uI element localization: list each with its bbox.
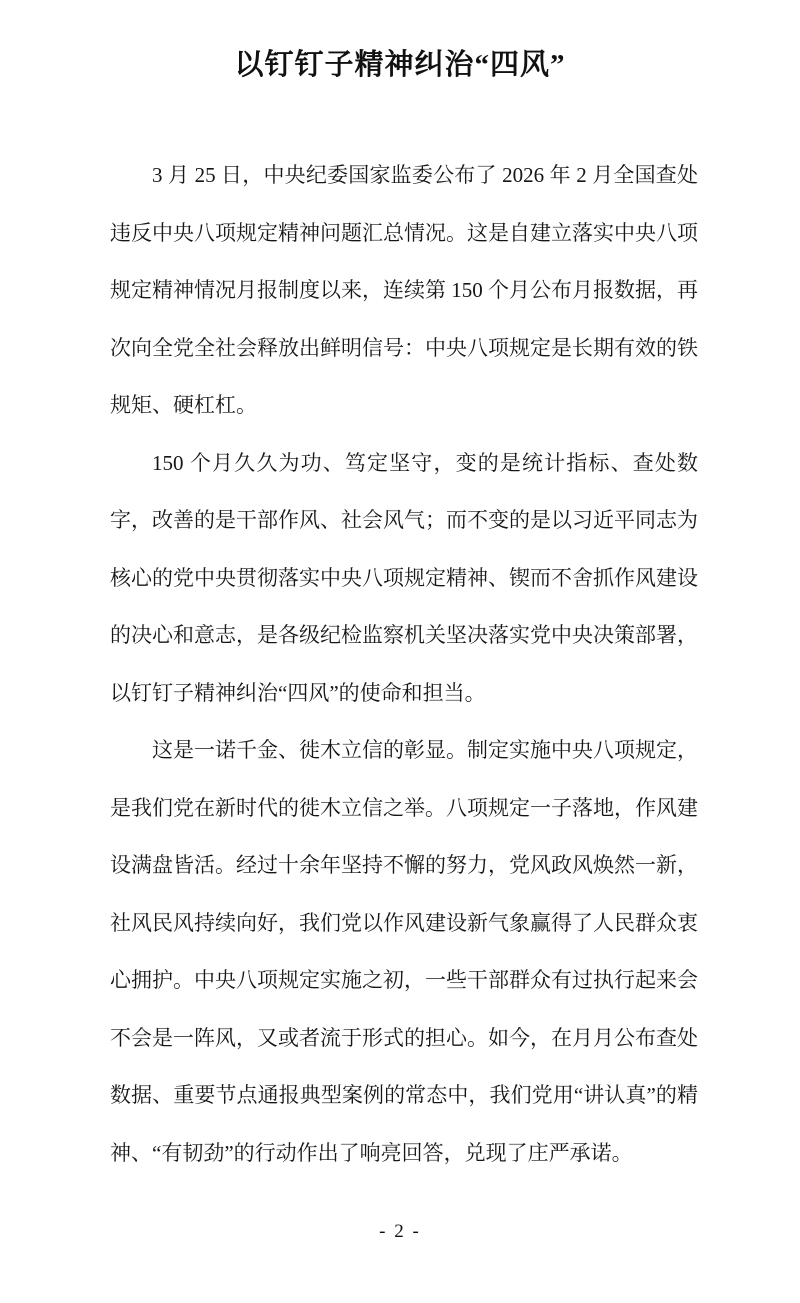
document-title: 以钉钉子精神纠治“四风” [234,49,566,81]
body-paragraph: 3 月 25 日，中央纪委国家监委公布了 2026 年 2 月全国查处违反中央八项规定精神问题汇总情况。这是自建立落实中央八项规定精神情况月报制度以来，连续第 150 个月公布月报数据，再次向全党全社会释放出鲜明信号：中央八项规定是长期有效的铁规矩、硬杠杠。 [110,163,698,417]
document-body [110,147,698,1182]
document-page [0,45,800,1303]
body-paragraph: 这是一诺千金、徙木立信的彰显。制定实施中央八项规定，是我们党在新时代的徙木立信之举。八项规定一子落地，作风建设满盘皆活。经过十余年坚持不懈的努力，党风政风焕然一新，社风民风持续向好，我们党以作风建设新气象赢得了人民群众衷心拥护。中央八项规定实施之初，一些干部群众有过执行起来会不会是一阵风，又或者流于形式的担心。如今，在月月公布查处数据、重要节点通报典型案例的常态中，我们党用“讲认真”的精神、“有韧劲”的行动作出了响亮回答，兑现了庄严承诺。 [110,738,698,1165]
page-number: - 2 - [379,1221,421,1242]
body-paragraph: 150 个月久久为功、笃定坚守，变的是统计指标、查处数字，改善的是干部作风、社会风气；而不变的是以习近平同志为核心的党中央贯彻落实中央八项规定精神、锲而不舍抓作风建设的决心和意志，是各级纪检监察机关坚决落实党中央决策部署，以钉钉子精神纠治“四风”的使命和担当。 [110,450,698,705]
